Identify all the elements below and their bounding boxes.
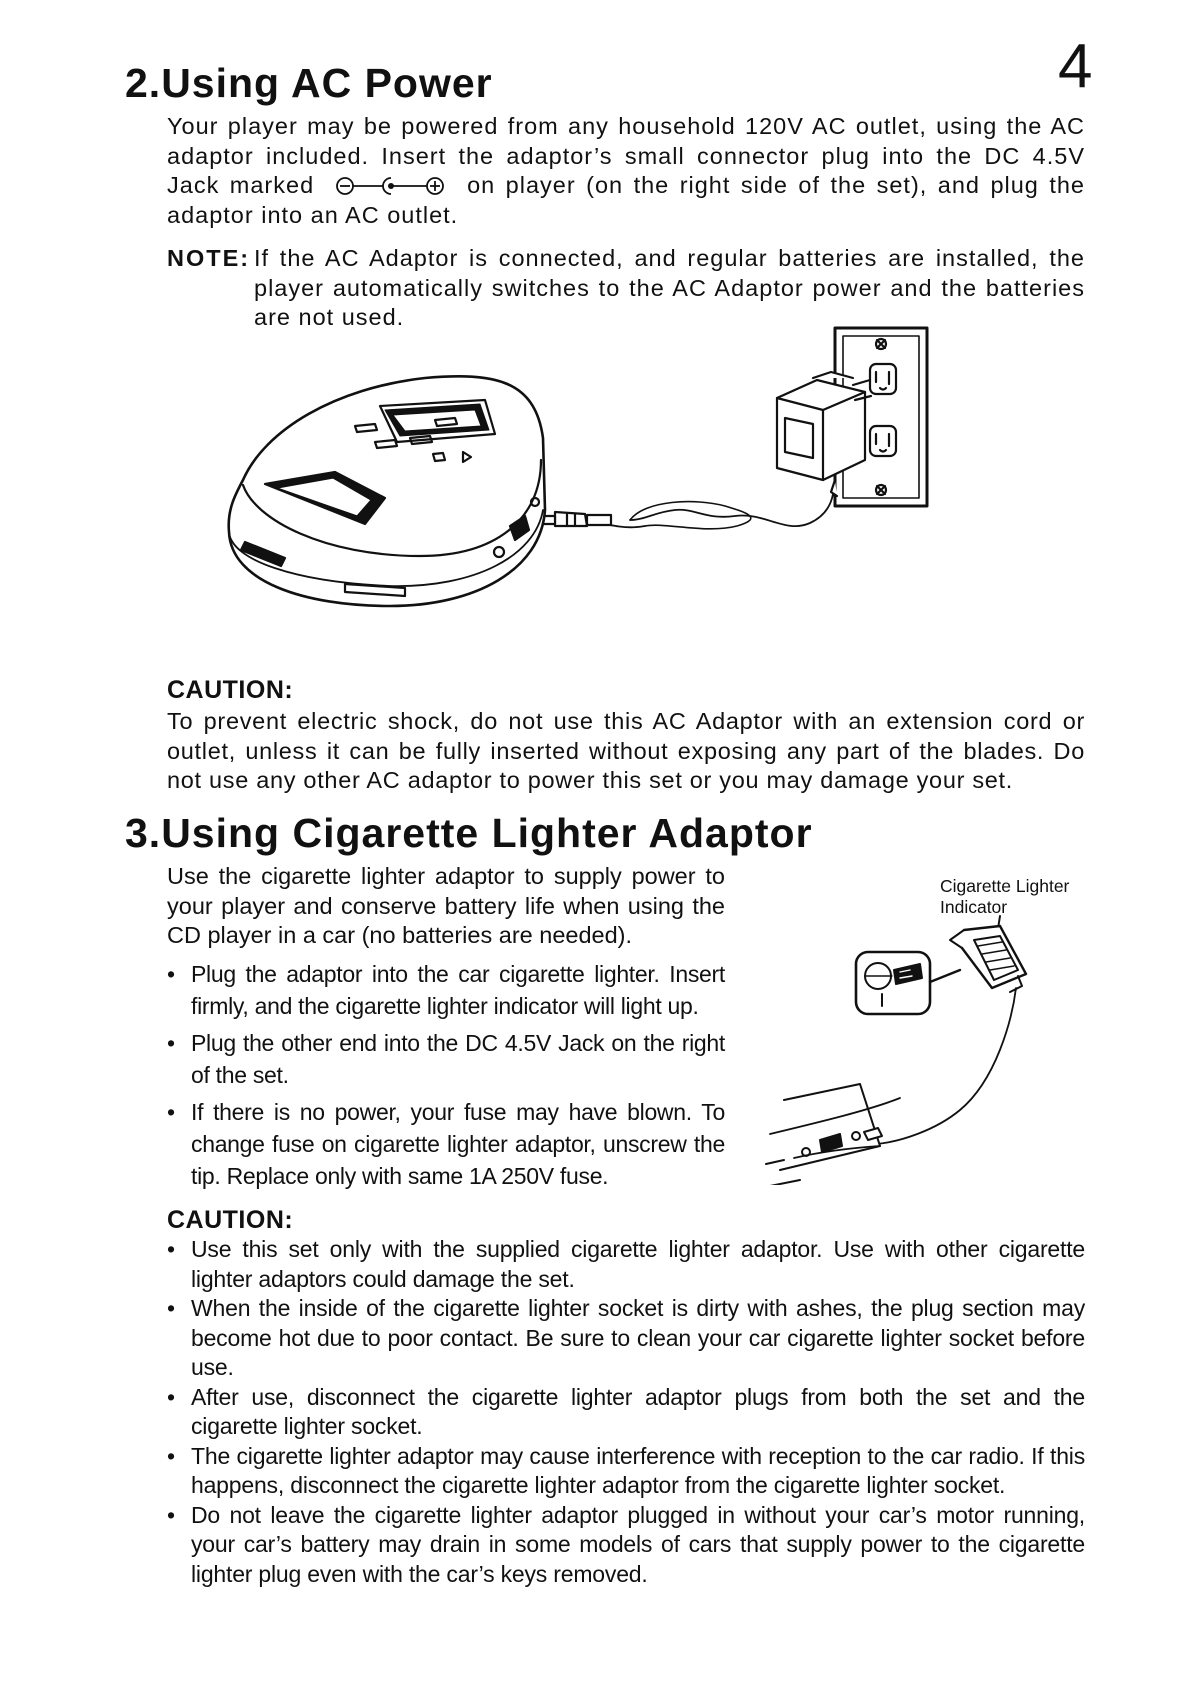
cigarette-lighter-illustration xyxy=(760,870,1090,1185)
list-item: • When the inside of the cigarette lighter socket is dirty with ashes, the plug section may become hot due to poor contact. Be sure to clean your car cigarette lighter socket before use. xyxy=(167,1294,1085,1383)
page-number: 4 xyxy=(1058,32,1093,101)
list-item: • Do not leave the cigarette lighter adaptor plugged in without your car’s motor running, your car’s battery may drain in some models of cars that supply power to the cigarette lighter plug even with the car’s keys removed. xyxy=(167,1501,1085,1590)
list-item: • Plug the other end into the DC 4.5V Jack on the right of the set. xyxy=(167,1027,725,1091)
lighter-plug-icon xyxy=(950,926,1026,992)
intro-text-after-symbol: on player (on the right side of the set), and plug the adaptor into an AC outlet. xyxy=(167,172,1086,228)
instructions-list xyxy=(167,958,725,1197)
cd-player-icon xyxy=(229,376,545,606)
caution-text-ac: To prevent electric shock, do not use this AC Adaptor with an extension cord or outlet, unless it can be fully inserted without exposing any part of the blades. Do not use any other AC adaptor to power this set or you may damage your set. xyxy=(167,708,1085,793)
caution-heading-lighter: CAUTION: xyxy=(167,1206,294,1234)
list-item: • Use this set only with the supplied cigarette lighter adaptor. Use with other cigarette lighter adaptors could damage the set. xyxy=(167,1235,1085,1294)
note-label: NOTE: xyxy=(167,245,251,271)
list-item: • After use, disconnect the cigarette lighter adaptor plugs from both the set and the cigarette lighter socket. xyxy=(167,1383,1085,1442)
cd-player-edge-icon xyxy=(766,1084,900,1185)
list-item: • Plug the adaptor into the car cigarette lighter. Insert firmly, and the cigarette lighter indicator will light up. xyxy=(167,958,725,1022)
dc-polarity-icon xyxy=(335,175,447,197)
indicator-detail-icon xyxy=(856,952,960,1014)
section-3-intro: Use the cigarette lighter adaptor to supply power to your player and conserve battery life when using the CD player in a car (no batteries are needed). xyxy=(167,863,725,948)
intro-text-before-symbol: Your player may be powered from any household 120V AC outlet, using the AC adaptor included. Insert the adaptor’s small connector plug into the DC 4.5V Jack marked xyxy=(167,113,1085,198)
section-2-title: 2.Using AC Power xyxy=(125,60,493,106)
note-text: If the AC Adaptor is connected, and regular batteries are installed, the player automatically switches to the AC Adaptor power and the batteries are not used. xyxy=(254,245,1085,330)
figure-label-line-1: Cigarette Lighter xyxy=(940,876,1070,896)
list-item: • If there is no power, your fuse may have blown. To change fuse on cigarette lighter adaptor, unscrew the tip. Replace only with same 1A 250V fuse. xyxy=(167,1096,725,1192)
list-item: • The cigarette lighter adaptor may cause interference with reception to the car radio. If this happens, disconnect the cigarette lighter adaptor from the cigarette lighter socket. xyxy=(167,1442,1085,1501)
figure-label-line-2: Indicator xyxy=(940,897,1008,917)
caution-list xyxy=(167,1235,1085,1589)
section-3-title: 3.Using Cigarette Lighter Adaptor xyxy=(125,810,813,856)
ac-adaptor-illustration xyxy=(225,320,940,650)
section-2-intro xyxy=(167,112,1085,230)
caution-heading-ac: CAUTION: xyxy=(167,676,294,704)
